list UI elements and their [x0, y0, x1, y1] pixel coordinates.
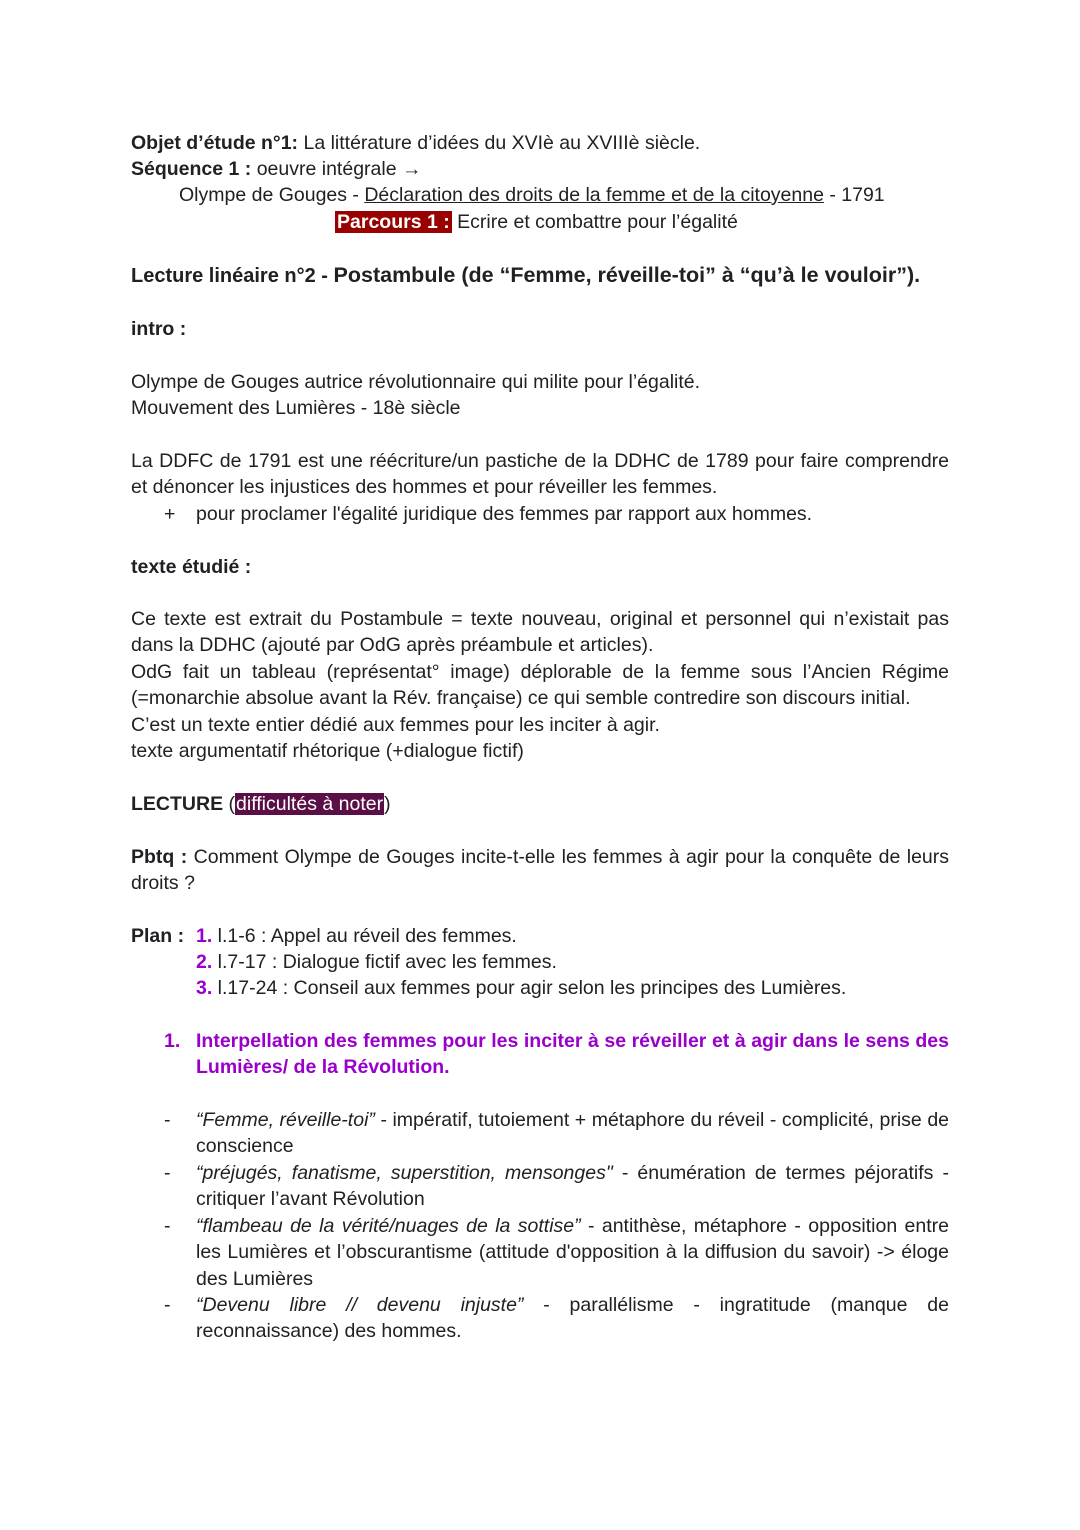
- plan-item-number: 3.: [196, 977, 213, 999]
- objet-line: [131, 130, 700, 156]
- intro-paragraph: La DDFC de 1791 est une réécriture/un pastiche de la DDHC de 1789 pour faire comprendre et dénoncer les injustices des hommes et pour réveiller les femmes.: [131, 450, 949, 499]
- objet-text: La littérature d’idées du XVIè au XVIIIè siècle.: [298, 132, 701, 154]
- plan-item-text: l.7-17 : Dialogue fictif avec les femmes.: [212, 951, 557, 973]
- section1-number: 1.: [164, 1030, 181, 1052]
- parcours-text: Ecrire et combattre pour l’égalité: [451, 211, 738, 233]
- bullet-comment: - impératif, tutoiement + métaphore du réveil - complicité, prise de conscience: [196, 1109, 950, 1158]
- lecture-close-paren: ): [384, 793, 391, 815]
- bullet-text: [196, 1213, 949, 1292]
- lecture-open-paren: (: [223, 793, 236, 815]
- intro-line1: Olympe de Gouges autrice révolutionnaire qui milite pour l’égalité.: [131, 371, 701, 393]
- texte-line4: texte argumentatif rhétorique (+dialogue fictif): [131, 740, 524, 762]
- plan-item: [196, 923, 517, 949]
- lecture-label: LECTURE: [131, 793, 224, 815]
- parcours-line: [335, 209, 738, 235]
- lecture-title-prefix: Lecture linéaire n°2 -: [131, 265, 334, 287]
- bullet-text: [196, 1160, 949, 1213]
- intro-line2: Mouvement des Lumières - 18è siècle: [131, 397, 461, 419]
- bullet-dash: -: [164, 1109, 171, 1131]
- sequence-label: Séquence 1 :: [131, 158, 252, 180]
- pbtq-text: Comment Olympe de Gouges incite-t-elle les femmes à agir pour la conquête de leurs droits ?: [131, 846, 950, 895]
- lecture-lineaire-title: [131, 262, 920, 289]
- parcours-label: Parcours 1 :: [337, 211, 450, 233]
- texte-line3: C’est un texte entier dédié aux femmes pour les inciter à agir.: [131, 714, 660, 736]
- plan-item-number: 1.: [196, 925, 213, 947]
- texte-heading: texte étudié :: [131, 556, 252, 578]
- pbtq-label: Pbtq :: [131, 846, 188, 868]
- oeuvre-title: Déclaration des droits de la femme et de la citoyenne: [364, 184, 824, 206]
- bullet-quote: “préjugés, fanatisme, superstition, mensonges": [196, 1162, 613, 1184]
- sequence-line: [131, 156, 421, 182]
- bullet-comment: - antithèse, métaphore - opposition entre les Lumières et l’obscurantisme (attitude d'opposition à la diffusion du savoir) -> éloge des Lumières: [196, 1215, 949, 1290]
- plan-item: [196, 949, 557, 975]
- plan-item-number: 2.: [196, 951, 213, 973]
- intro-plus-text: pour proclamer l'égalité juridique des femmes par rapport aux hommes.: [196, 503, 813, 525]
- lecture-title-main: Postambule (de “Femme, réveille-toi” à “qu’à le vouloir”).: [333, 263, 921, 287]
- bullet-comment: - parallélisme - ingratitude (manque de reconnaissance) des hommes.: [196, 1294, 949, 1343]
- bullet-text: [196, 1107, 949, 1160]
- bullet-dash: -: [164, 1215, 171, 1237]
- intro-plus-sign: +: [164, 503, 176, 525]
- section1-title: Interpellation des femmes pour les inciter à se réveiller et à agir dans le sens des Lumières/ de la Révolution.: [196, 1030, 949, 1079]
- bullet-dash: -: [164, 1162, 171, 1184]
- bullet-quote: “Femme, réveille-toi”: [196, 1109, 375, 1131]
- texte-para2: OdG fait un tableau (représentat° image) déplorable de la femme sous l’Ancien Régime (=monarchie absolue avant la Rév. française) ce qui semble contredire son discours initial.: [131, 661, 949, 710]
- intro-heading: intro :: [131, 318, 187, 340]
- pbtq-paragraph: [131, 844, 949, 897]
- oeuvre-line: [179, 182, 885, 208]
- lecture-line: [131, 791, 391, 817]
- oeuvre-author: Olympe de Gouges -: [179, 184, 365, 206]
- plan-item: [196, 975, 846, 1001]
- bullet-text: [196, 1292, 949, 1345]
- texte-para1: Ce texte est extrait du Postambule = texte nouveau, original et personnel qui n’existait pas dans la DDHC (ajouté par OdG après préambule et articles).: [131, 608, 949, 657]
- plan-label: Plan :: [131, 925, 185, 947]
- oeuvre-year: - 1791: [823, 184, 885, 206]
- plan-item-text: l.1-6 : Appel au réveil des femmes.: [212, 925, 517, 947]
- objet-label: Objet d’étude n°1:: [131, 132, 299, 154]
- bullet-dash: -: [164, 1294, 171, 1316]
- bullet-quote: “flambeau de la vérité/nuages de la sottise”: [196, 1215, 581, 1237]
- plan-item-text: l.17-24 : Conseil aux femmes pour agir selon les principes des Lumières.: [212, 977, 847, 999]
- sequence-text: oeuvre intégrale →: [251, 158, 422, 180]
- bullet-comment: - énumération de termes péjoratifs - critiquer l’avant Révolution: [196, 1162, 949, 1211]
- bullet-quote: “Devenu libre // devenu injuste”: [196, 1294, 524, 1316]
- lecture-highlight: difficultés à noter: [236, 793, 384, 815]
